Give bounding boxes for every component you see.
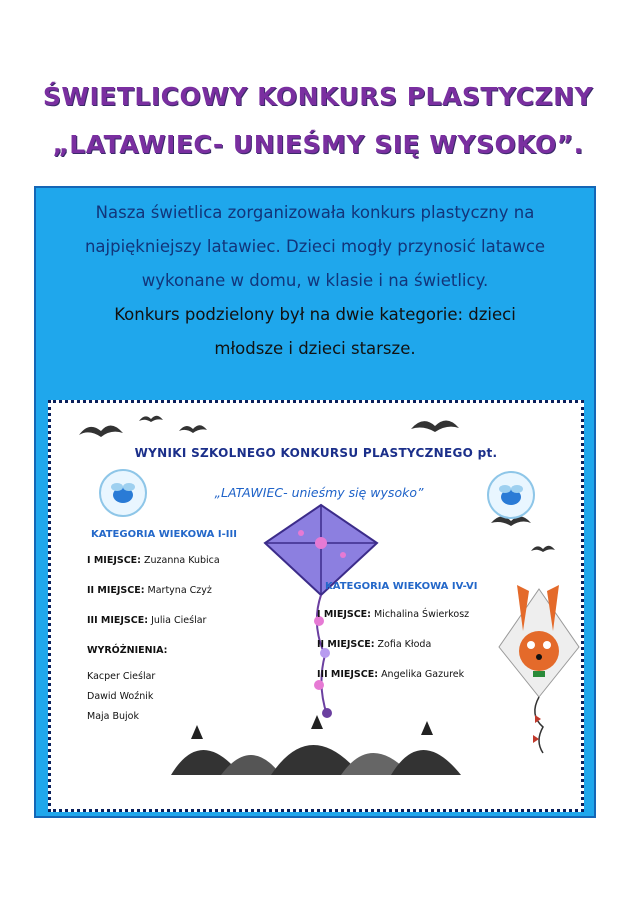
cat2-place-2 xyxy=(317,639,431,650)
place-label: II MIEJSCE: xyxy=(317,639,375,650)
blue-panel xyxy=(34,186,596,818)
winner-name: Martyna Czyż xyxy=(147,585,212,596)
bunny-kite-icon xyxy=(493,575,585,755)
school-logo-left xyxy=(99,469,147,517)
winner-name: Julia Cieślar xyxy=(151,615,207,626)
intro-line: najpiękniejszy latawiec. Dzieci mogły przynosić latawce xyxy=(84,237,546,256)
cat1-place-2 xyxy=(87,585,212,596)
school-logo-right xyxy=(487,471,535,519)
cat2-place-3 xyxy=(317,669,464,680)
winner-name: Angelika Gazurek xyxy=(381,669,465,680)
page-title-line1: ŚWIETLICOWY KONKURS PLASTYCZNY xyxy=(42,82,594,111)
page-title-line2: „LATAWIEC- UNIEŚMY SIĘ WYSOKO”. xyxy=(52,130,584,159)
category-1-heading: KATEGORIA WIEKOWA I-III xyxy=(91,529,237,540)
intro-paragraph xyxy=(36,196,594,298)
winner-name: Zuzanna Kubica xyxy=(144,555,220,566)
honor-name: Dawid Woźnik xyxy=(87,691,154,702)
place-label: II MIEJSCE: xyxy=(87,585,145,596)
winner-name: Zofia Kłoda xyxy=(377,639,432,650)
categories-paragraph xyxy=(36,298,594,366)
poster-subtitle: „LATAWIEC- unieśmy się wysoko” xyxy=(214,485,424,500)
fly-icon xyxy=(489,473,533,517)
intro-line: Konkurs podzielony był na dwie kategorie: dzieci xyxy=(114,305,516,324)
hills-icon xyxy=(171,715,471,775)
intro-line: wykonane w domu, w klasie i na świetlicy. xyxy=(141,271,489,290)
place-label: III MIEJSCE: xyxy=(87,615,149,626)
honor-name: Kacper Cieślar xyxy=(87,671,156,682)
place-label: III MIEJSCE: xyxy=(317,669,379,680)
results-poster xyxy=(48,400,584,812)
place-label: I MIEJSCE: xyxy=(317,609,371,620)
winner-name: Michalina Świerkosz xyxy=(374,609,470,620)
fly-icon xyxy=(101,471,145,515)
place-label: I MIEJSCE: xyxy=(87,555,141,566)
cat1-place-1 xyxy=(87,555,220,566)
honor-name: Maja Bujok xyxy=(87,711,139,722)
cat2-place-1 xyxy=(317,609,469,620)
birds-left-icon xyxy=(69,409,219,445)
poster-title: WYNIKI SZKOLNEGO KONKURSU PLASTYCZNEGO pt. xyxy=(134,446,498,460)
cat1-place-3 xyxy=(87,615,206,626)
category-2-heading: KATEGORIA WIEKOWA IV-VI xyxy=(325,581,478,592)
intro-line: młodsze i dzieci starsze. xyxy=(214,339,416,358)
intro-line: Nasza świetlica zorganizowała konkurs plastyczny na xyxy=(95,203,535,222)
honors-label: WYRÓŻNIENIA: xyxy=(87,645,168,656)
